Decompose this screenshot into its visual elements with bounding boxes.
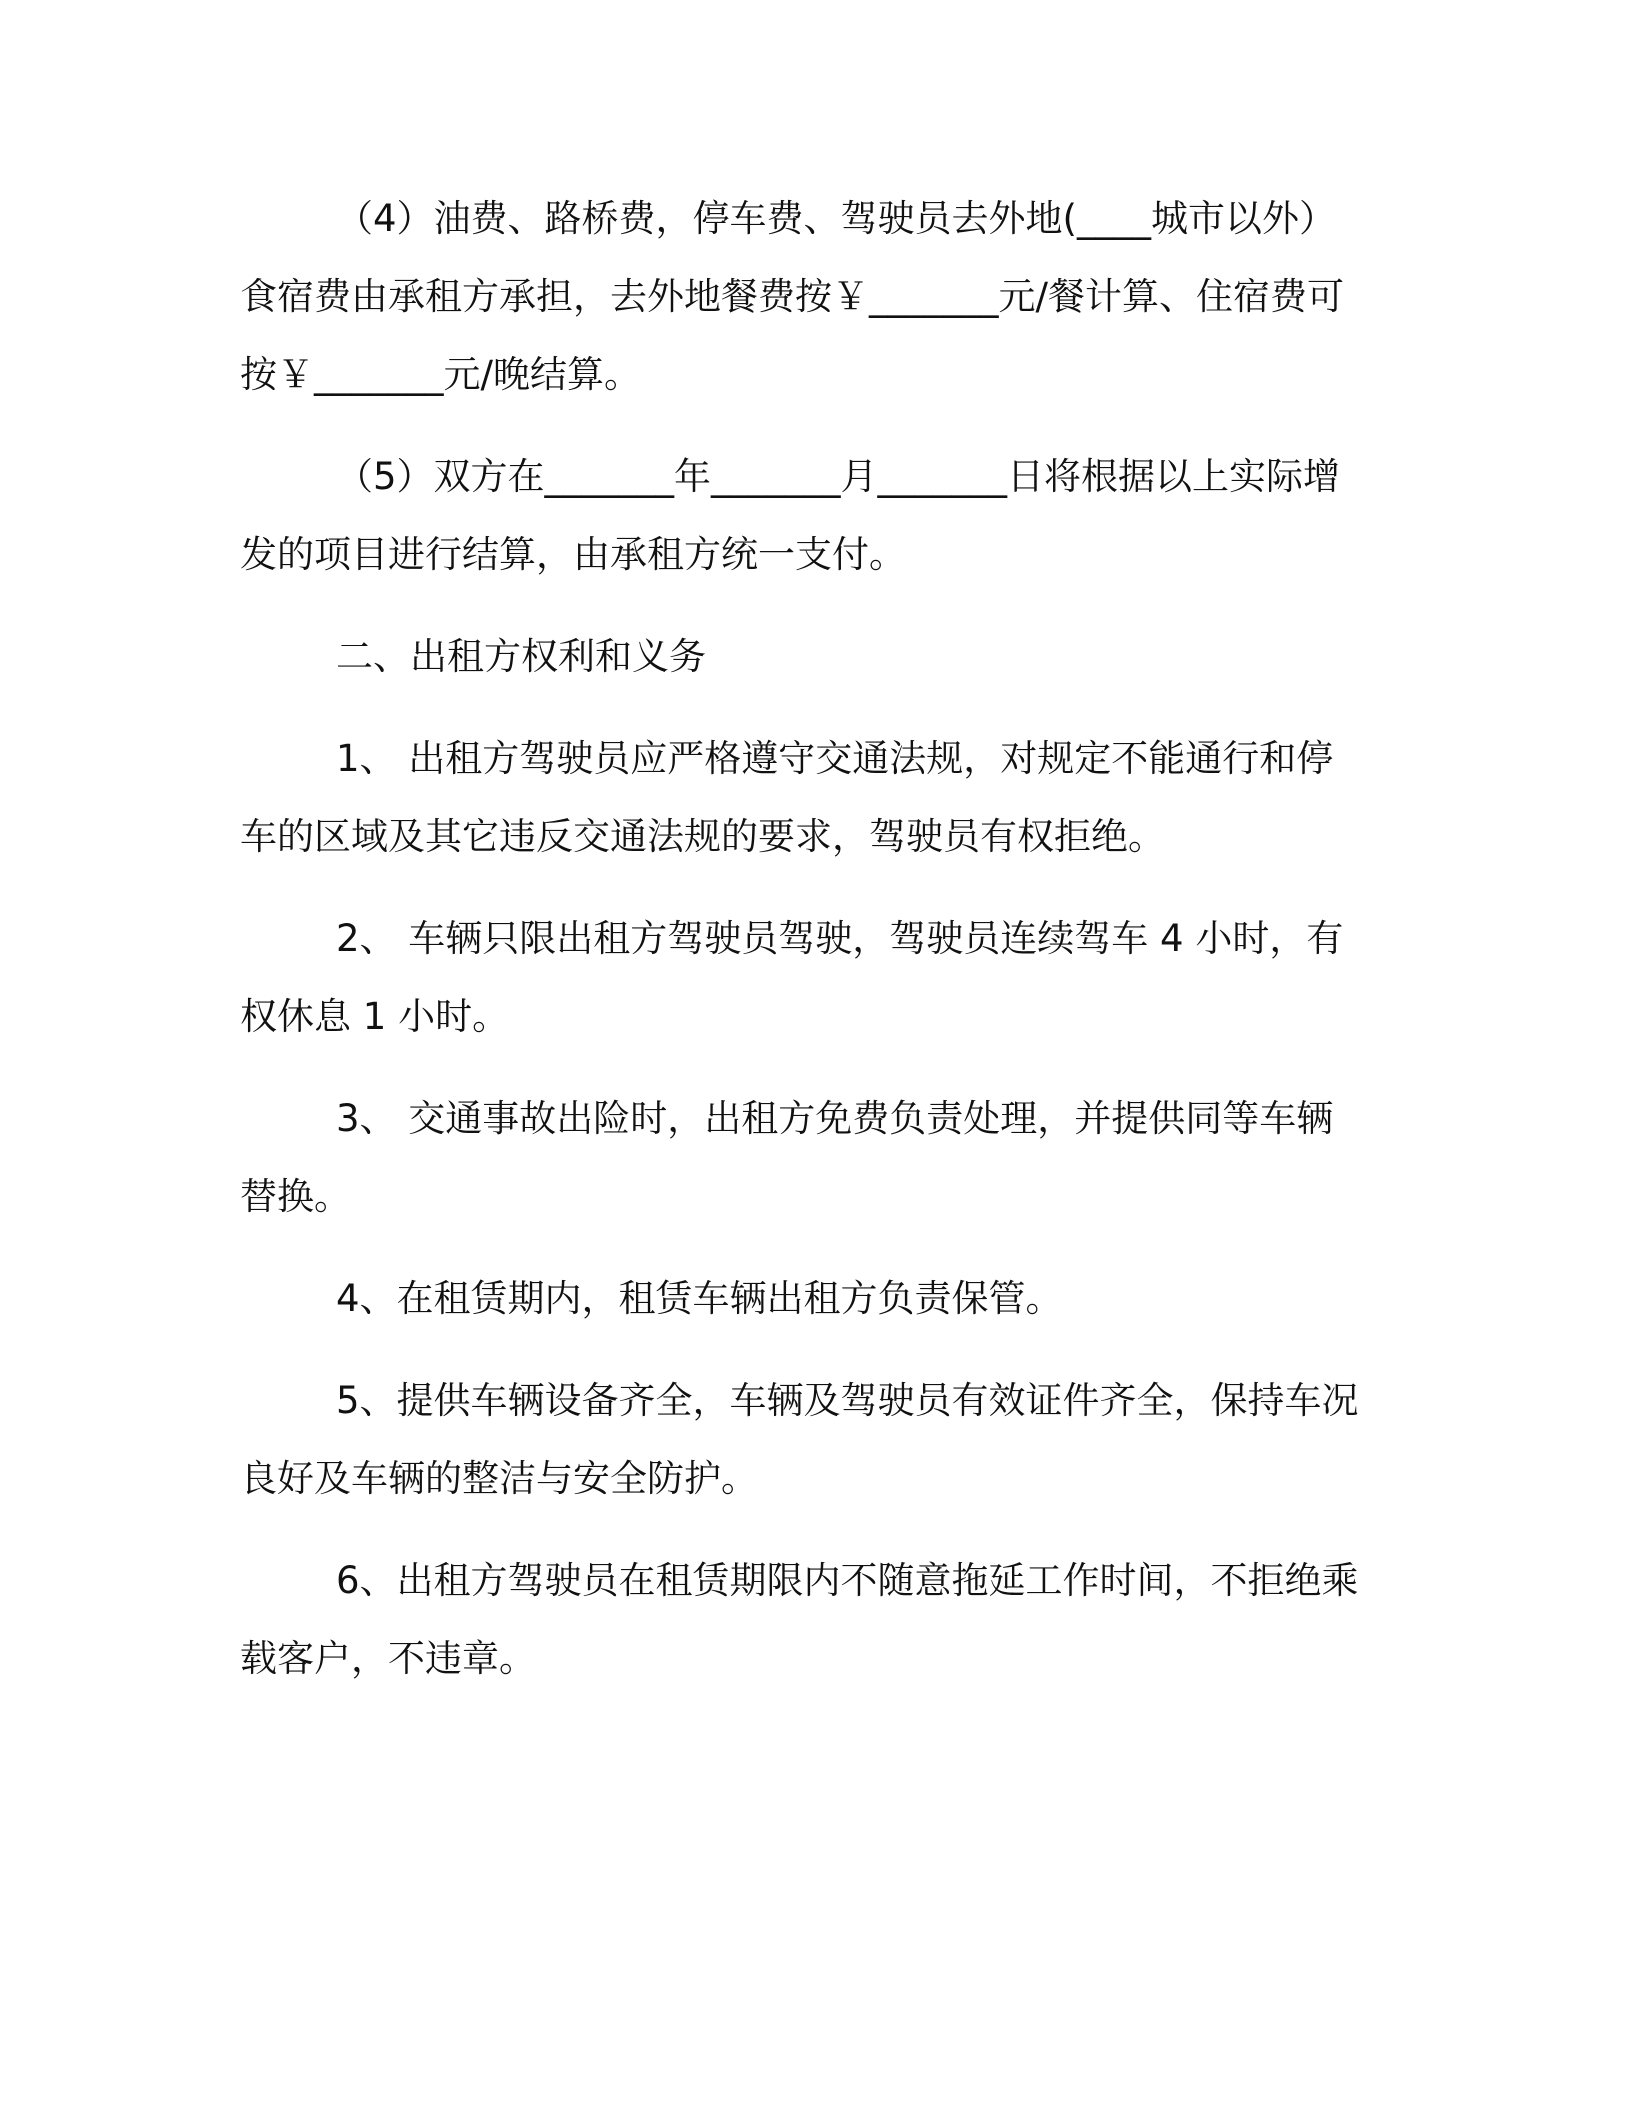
paragraph-fees: （4）油费、路桥费，停车费、驾驶员去外地(____城市以外）食宿费由承租方承担，去外地餐费按￥_______元/餐计算、住宿费可按￥_______元/晚结算。 xyxy=(240,197,1344,396)
paragraph-settlement: （5）双方在_______年_______月_______日将根据以上实际增发的项目进行结算，由承租方统一支付。 xyxy=(240,455,1341,576)
paragraph-item-5: 5、提供车辆设备齐全，车辆及驾驶员有效证件齐全，保持车况良好及车辆的整洁与安全防护。 xyxy=(240,1379,1359,1500)
document-body xyxy=(240,180,1370,1722)
paragraph-item-3: 3、 交通事故出险时，出租方免费负责处理，并提供同等车辆替换。 xyxy=(240,1097,1334,1218)
paragraph-item-6: 6、出租方驾驶员在租赁期限内不随意拖延工作时间，不拒绝乘载客户，不违章。 xyxy=(240,1559,1359,1680)
section-heading-lessor-rights: 二、出租方权利和义务 xyxy=(336,635,706,678)
paragraph-item-2: 2、 车辆只限出租方驾驶员驾驶，驾驶员连续驾车 4 小时，有权休息 1 小时。 xyxy=(240,917,1344,1038)
paragraph-item-4: 4、在租赁期内，租赁车辆出租方负责保管。 xyxy=(336,1277,1063,1320)
paragraph-item-1: 1、 出租方驾驶员应严格遵守交通法规，对规定不能通行和停车的区域及其它违反交通法规的要求，驾驶员有权拒绝。 xyxy=(240,737,1334,858)
